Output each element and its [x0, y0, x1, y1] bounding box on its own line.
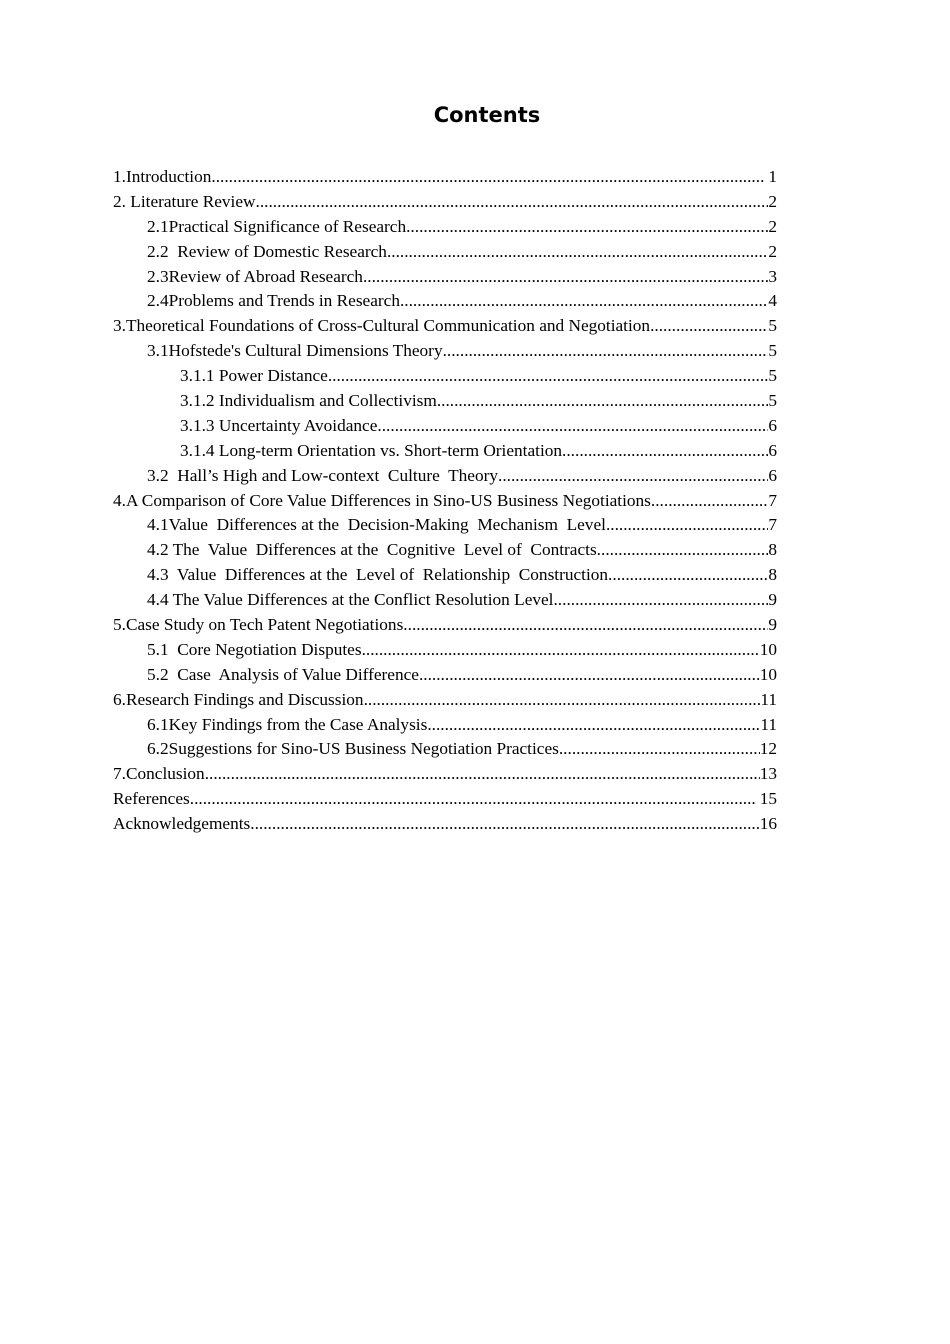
- toc-dot-leader: [328, 364, 769, 389]
- toc-dot-leader: [250, 812, 759, 837]
- toc-entry: [113, 389, 777, 414]
- toc-entry: [113, 688, 777, 713]
- toc-entry-title: 2.3Review of Abroad Research: [147, 266, 363, 286]
- toc-page-number: 6: [768, 415, 777, 435]
- toc-dot-leader: [608, 563, 768, 588]
- toc-entry-title: 6.2Suggestions for Sino-US Business Negotiation Practices: [147, 739, 559, 759]
- toc-entry-title: Acknowledgements: [113, 814, 251, 834]
- toc-page-number: 4: [768, 291, 777, 311]
- toc-page-number: 12: [759, 739, 777, 759]
- toc-entry-title: 4.3 Value Differences at the Level of Relationship Construction: [147, 565, 609, 585]
- toc-dot-leader: [443, 339, 769, 364]
- toc-entry-title: 4.2 The Value Differences at the Cognitive Level of Contracts: [147, 540, 597, 560]
- toc-entry: [113, 265, 777, 290]
- toc-entry: [113, 513, 777, 538]
- toc-dot-leader: [406, 215, 768, 240]
- toc-entry: [113, 737, 777, 762]
- toc-page-number: 16: [759, 814, 777, 834]
- toc-entry-title: 6.Research Findings and Discussion: [113, 689, 364, 709]
- toc-entry: [113, 289, 777, 314]
- toc-page-number: 7: [768, 515, 777, 535]
- toc-page-number: 9: [768, 590, 777, 610]
- toc-entry-title: 7.Conclusion: [113, 764, 205, 784]
- toc-dot-leader: [377, 414, 768, 439]
- toc-entry: [113, 489, 777, 514]
- toc-dot-leader: [606, 513, 768, 538]
- toc-entry-title: 6.1Key Findings from the Case Analysis: [147, 714, 428, 734]
- toc-entry-title: 3.1.4 Long-term Orientation vs. Short-term Orientation: [180, 440, 563, 460]
- toc-entry: [113, 663, 777, 688]
- toc-dot-leader: [190, 787, 756, 812]
- toc-entry: [113, 713, 777, 738]
- toc-entry-title: References: [113, 789, 190, 809]
- toc-entry: [113, 538, 777, 563]
- toc-entry-title: 2.1Practical Significance of Research: [147, 216, 407, 236]
- toc-entry: [113, 414, 777, 439]
- toc-page-number: 11: [760, 714, 777, 734]
- toc-entry-title: 3.Theoretical Foundations of Cross-Cultural Communication and Negotiation: [113, 316, 651, 336]
- toc-dot-leader: [419, 663, 760, 688]
- toc-entry-title: 2.2 Review of Domestic Research: [147, 241, 387, 261]
- toc-dot-leader: [403, 613, 768, 638]
- toc-entry-title: 4.A Comparison of Core Value Differences in Sino-US Business Negotiations: [113, 490, 651, 510]
- toc-page-number: 6: [768, 465, 777, 485]
- toc-entry-title: 3.1Hofstede's Cultural Dimensions Theory: [147, 341, 443, 361]
- toc-page-number: 1: [764, 167, 777, 186]
- toc-entry: [113, 464, 777, 489]
- toc-page-number: 10: [759, 639, 777, 659]
- toc-page-number: 9: [768, 615, 777, 635]
- toc-dot-leader: [400, 289, 768, 314]
- toc-entry: [113, 563, 777, 588]
- toc-entry-title: 5.Case Study on Tech Patent Negotiations: [113, 615, 404, 635]
- toc-entry: [113, 165, 777, 190]
- toc-page-number: 5: [768, 366, 777, 386]
- toc-page-number: 13: [759, 764, 777, 784]
- toc-dot-leader: [427, 713, 760, 738]
- toc-page-number: 10: [759, 664, 777, 684]
- toc-entry-title: 5.1 Core Negotiation Disputes: [147, 639, 362, 659]
- toc-entry: [113, 339, 777, 364]
- toc-entry-title: 2. Literature Review: [113, 191, 256, 211]
- toc-dot-leader: [559, 737, 760, 762]
- toc-dot-leader: [562, 439, 768, 464]
- toc-entry: [113, 240, 777, 265]
- toc-entry-title: 4.4 The Value Differences at the Conflict Resolution Level: [147, 590, 554, 610]
- toc-entry: [113, 190, 777, 215]
- toc-dot-leader: [597, 538, 769, 563]
- toc-entry: [113, 439, 777, 464]
- toc-entry-title: 3.2 Hall’s High and Low-context Culture Theory: [147, 465, 498, 485]
- toc-dot-leader: [363, 265, 768, 290]
- toc-page-number: 8: [768, 540, 777, 560]
- toc-entry: [113, 613, 777, 638]
- toc-page-number: 11: [760, 689, 777, 709]
- toc-page-number: 7: [768, 490, 777, 510]
- toc-page-number: 15: [755, 789, 777, 809]
- toc-page-number: 2: [768, 216, 777, 236]
- toc-dot-leader: [553, 588, 768, 613]
- toc-dot-leader: [205, 762, 760, 787]
- toc-page-number: 8: [768, 565, 777, 585]
- toc-entry: [113, 215, 777, 240]
- toc-page-number: 5: [768, 391, 777, 411]
- page-title: Contents: [433, 103, 541, 127]
- toc-page-number: 6: [768, 440, 777, 460]
- toc-entry: [113, 364, 777, 389]
- toc-dot-leader: [651, 489, 768, 514]
- toc-page-number: 5: [768, 316, 777, 336]
- toc-entry: [113, 762, 777, 787]
- toc-dot-leader: [650, 314, 768, 339]
- toc-dot-leader: [364, 688, 761, 713]
- toc-page-number: 2: [768, 241, 777, 261]
- toc-entry-title: 1.Introduction: [113, 167, 212, 186]
- toc-dot-leader: [256, 190, 769, 215]
- toc-entry-title: 4.1Value Differences at the Decision-Making Mechanism Level: [147, 515, 606, 535]
- toc-entry: [113, 787, 777, 812]
- toc-entry-title: 2.4Problems and Trends in Research: [147, 291, 400, 311]
- toc-dot-leader: [498, 464, 768, 489]
- toc-dot-leader: [362, 638, 760, 663]
- toc-page-number: 3: [768, 266, 777, 286]
- toc-dot-leader: [387, 240, 768, 265]
- toc-entry: [113, 314, 777, 339]
- toc-page-number: 2: [768, 191, 777, 211]
- toc-entry: [113, 588, 777, 613]
- toc-dot-leader: [437, 389, 769, 414]
- table-of-contents: [113, 165, 777, 837]
- toc-entry: [113, 638, 777, 663]
- toc-dot-leader: [211, 165, 764, 190]
- toc-entry: [113, 812, 777, 837]
- toc-entry-title: 5.2 Case Analysis of Value Difference: [147, 664, 419, 684]
- toc-entry-title: 3.1.1 Power Distance: [180, 366, 328, 386]
- toc-entry-title: 3.1.2 Individualism and Collectivism: [180, 391, 437, 411]
- toc-entry-title: 3.1.3 Uncertainty Avoidance: [180, 415, 378, 435]
- toc-page-number: 5: [768, 341, 777, 361]
